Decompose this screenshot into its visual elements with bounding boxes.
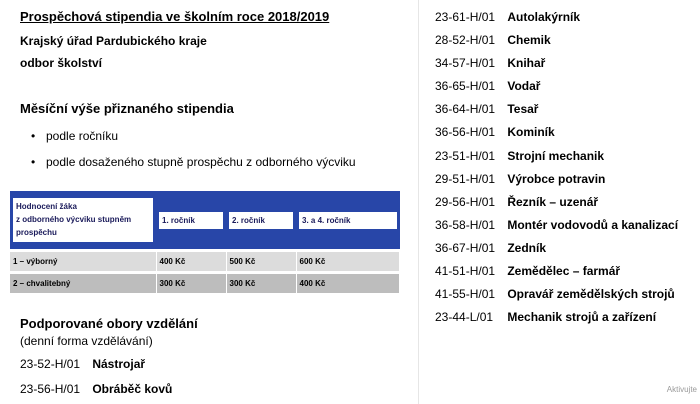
table-cell: 300 Kč	[226, 274, 296, 293]
field-code: 23-44-L/01	[435, 310, 494, 325]
table-row	[10, 252, 400, 271]
bullet-text: podle dosaženého stupně prospěchu z odborného výcviku	[46, 155, 356, 169]
field-code: 36-65-H/01	[435, 79, 496, 94]
field-name: Obráběč kovů	[92, 382, 173, 396]
table-cell: 300 Kč	[156, 274, 226, 293]
list-item	[20, 377, 172, 402]
table-cell: 400 Kč	[156, 252, 226, 271]
list-item	[435, 121, 678, 144]
table-cell: 600 Kč	[296, 252, 400, 271]
table-header-row	[10, 191, 400, 249]
monthly-stipend-heading: Měsíční výše přiznaného stipendia	[20, 101, 234, 116]
list-item	[435, 29, 678, 52]
field-name: Autolakýrník	[507, 10, 581, 24]
field-code: 34-57-H/01	[435, 56, 496, 71]
bullet-text: podle ročníku	[46, 129, 119, 143]
bullet-item	[31, 123, 356, 149]
authority-name: Krajský úřad Pardubického kraje	[20, 34, 207, 48]
list-item	[435, 98, 678, 121]
field-list-left	[20, 352, 172, 402]
row-label: 1 – výborný	[10, 252, 156, 271]
list-item	[435, 6, 678, 29]
field-name: Tesař	[507, 102, 539, 117]
field-name: Výrobce potravin	[507, 171, 606, 186]
list-item	[435, 214, 678, 237]
bullet-icon: •	[31, 155, 36, 169]
supported-fields-heading: Podporované obory vzdělání	[20, 316, 198, 331]
list-item	[435, 75, 678, 98]
document-title: Prospěchová stipendia ve školním roce 2018/2019	[20, 9, 330, 24]
stipend-table	[10, 191, 400, 293]
column-header-year3-4: 3. a 4. ročník	[299, 212, 397, 229]
monthly-stipend-bullets	[31, 123, 356, 175]
table-cell: 400 Kč	[296, 274, 400, 293]
bullet-icon: •	[31, 129, 36, 143]
table-header-cell	[226, 191, 296, 249]
list-item	[435, 52, 678, 75]
field-name: Montér vodovodů a kanalizací	[507, 217, 679, 232]
header-line: z odborného výcviku stupněm	[16, 215, 132, 224]
header-line: prospěchu	[16, 228, 57, 237]
list-item	[435, 283, 678, 306]
field-code: 29-56-H/01	[435, 194, 496, 209]
table-header-cell	[296, 191, 400, 249]
field-code: 41-55-H/01	[435, 287, 496, 302]
field-name: Zemědělec – farmář	[507, 264, 621, 279]
field-code: 28-52-H/01	[435, 33, 496, 48]
table-cell: 500 Kč	[226, 252, 296, 271]
list-item	[435, 260, 678, 283]
field-name: Knihař	[507, 56, 546, 71]
activation-watermark: Aktivujte	[666, 385, 697, 394]
field-name: Strojní mechanik	[507, 148, 605, 163]
list-item	[435, 168, 678, 191]
column-header-year2: 2. ročník	[229, 212, 293, 229]
list-item	[435, 145, 678, 168]
table-row	[10, 274, 400, 293]
field-code: 36-56-H/01	[435, 125, 496, 140]
field-code: 23-61-H/01	[435, 10, 496, 24]
header-line: Hodnocení žáka	[16, 202, 77, 211]
column-header-year1: 1. ročník	[159, 212, 223, 229]
evaluation-header	[13, 198, 153, 242]
department-name: odbor školství	[20, 56, 103, 70]
field-code: 29-51-H/01	[435, 171, 496, 186]
field-name: Řezník – uzenář	[507, 194, 599, 209]
bullet-item	[31, 149, 356, 175]
table-header-cell	[156, 191, 226, 249]
table-header-cell	[10, 191, 156, 249]
row-label: 2 – chvalitebný	[10, 274, 156, 293]
list-item	[435, 237, 678, 260]
list-item	[435, 191, 678, 214]
field-name: Vodař	[507, 79, 541, 94]
field-list-right	[435, 6, 678, 329]
field-code: 23-51-H/01	[435, 148, 496, 163]
list-item	[435, 306, 678, 329]
field-code: 36-67-H/01	[435, 240, 496, 255]
field-code: 36-64-H/01	[435, 102, 496, 117]
field-name: Chemik	[507, 33, 551, 48]
field-code: 41-51-H/01	[435, 264, 496, 279]
field-name: Zedník	[507, 240, 547, 255]
field-name: Nástrojař	[92, 357, 146, 371]
right-column	[419, 0, 700, 404]
field-code: 23-56-H/01	[20, 382, 81, 396]
field-name: Mechanik strojů a zařízení	[507, 310, 657, 325]
list-item	[20, 352, 172, 377]
field-name: Opravář zemědělských strojů	[507, 287, 675, 302]
field-code: 36-58-H/01	[435, 217, 496, 232]
field-code: 23-52-H/01	[20, 357, 81, 371]
field-name: Kominík	[507, 125, 555, 140]
supported-fields-subheading: (denní forma vzdělávání)	[20, 334, 153, 348]
